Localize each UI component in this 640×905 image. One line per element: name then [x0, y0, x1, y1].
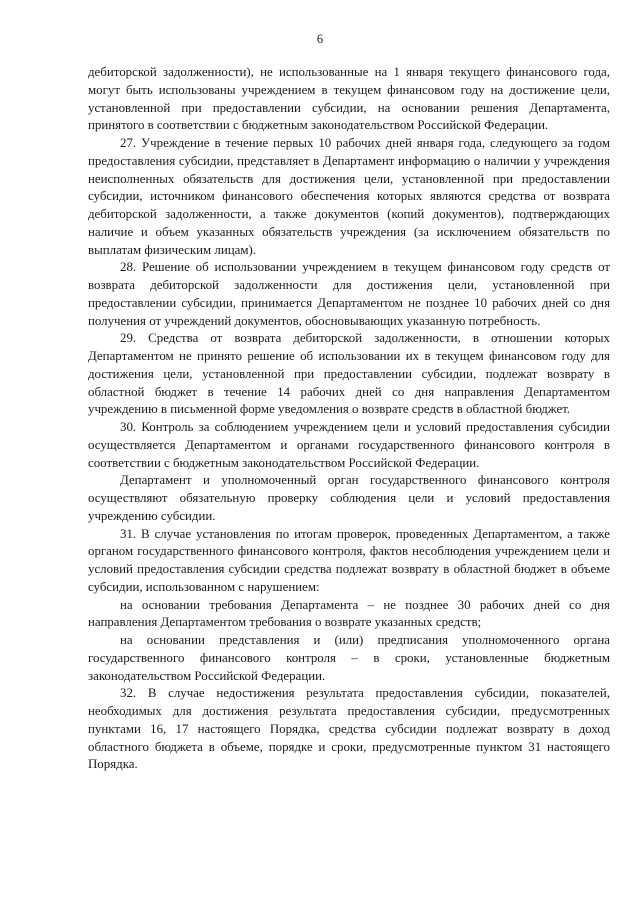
paragraph-continuation: дебиторской задолженности), не использованные на 1 января текущего финансового года, могут быть использованы учреждением в текущем финансовом году на достижение цели, установленной при предоставлении субсидии, на основании решения Департамента, принятого в соответствии с бюджетным законодательством Российской Федерации. — [88, 65, 610, 133]
paragraph-30-verification: Департамент и уполномоченный орган государственного финансового контроля осуществляют обязательную проверку соблюдения цели и условий предоставления учреждению субсидии. — [88, 473, 610, 523]
paragraph-30: 30. Контроль за соблюдением учреждением цели и условий предоставления субсидии осуществляется Департаментом и органами государственного финансового контроля в соответствии с бюджетным законодательством Российской Федерации. — [88, 420, 610, 470]
paragraph-31: 31. В случае установления по итогам проверок, проведенных Департаментом, а также органом государственного финансового контроля, фактов несоблюдения учреждением цели и условий предоставления субсидии средства подлежат возврату в областной бюджет в объеме субсидии, использованном с нарушением: — [88, 526, 610, 594]
paragraph-31-department-demand: на основании требования Департамента – не позднее 30 рабочих дней со дня направления Департаментом требования о возврате указанных средств; — [88, 597, 610, 630]
document-body — [88, 64, 610, 774]
paragraph-27: 27. Учреждение в течение первых 10 рабочих дней января года, следующего за годом предоставления субсидии, представляет в Департамент информацию о наличии у учреждения неисполненных обязательств для достижения цели, установленной при предоставлении субсидии, источником финансового обеспечения которых являются средства от возврата дебиторской задолженности, а также документов (копий документов), подтверждающих наличие и объем указанных обязательств учреждения (за исключением обязательств по выплатам физическим лицам). — [88, 136, 610, 257]
paragraph-32: 32. В случае недостижения результата предоставления субсидии, показателей, необходимых для достижения результата предоставления субсидии, предусмотренных пунктами 16, 17 настоящего Порядка, средства субсидии подлежат возврату в доход областного бюджета в объеме, порядке и сроки, предусмотренные пунктом 31 настоящего Порядка. — [88, 686, 610, 772]
paragraph-31-control-order: на основании представления и (или) предписания уполномоченного органа государственного финансового контроля – в сроки, установленные бюджетным законодательством Российской Федерации. — [88, 633, 610, 683]
paragraph-28: 28. Решение об использовании учреждением в текущем финансовом году средств от возврата дебиторской задолженности для достижения цели, установленной при предоставлении субсидии, принимается Департаментом не позднее 10 рабочих дней со дня получения от учреждений документов, обосновывающих указанную потребность. — [88, 260, 610, 328]
paragraph-29: 29. Средства от возврата дебиторской задолженности, в отношении которых Департаментом не принято решение об использовании их в текущем финансовом году для достижения цели, установленной при предоставлении субсидии, подлежат возврату в областной бюджет в течение 14 рабочих дней со дня направления Департаментом учреждению в письменной форме уведомления о возврате средств в областной бюджет. — [88, 331, 610, 417]
page-number: 6 — [316, 32, 324, 46]
